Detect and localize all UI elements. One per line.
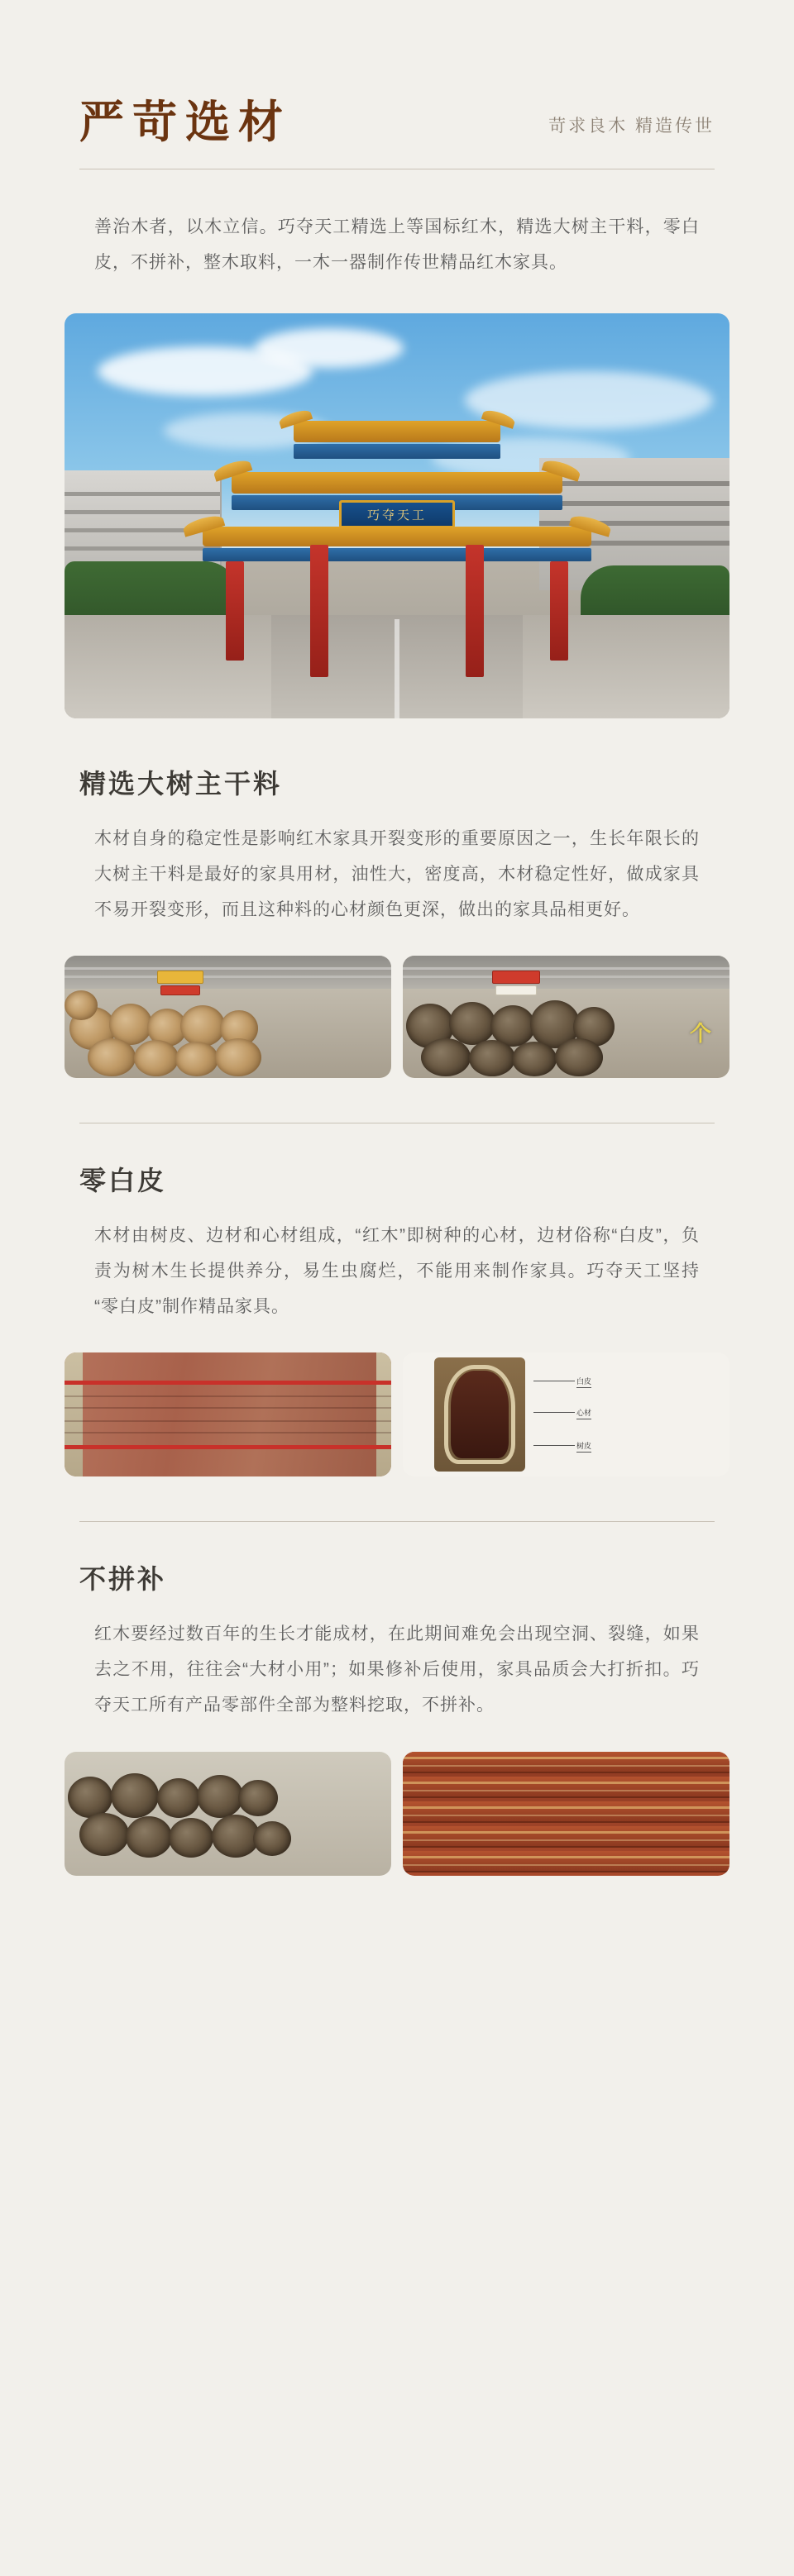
photo-board-with-sapwood (65, 1352, 391, 1476)
callout-leader-line (533, 1412, 575, 1413)
log (253, 1821, 291, 1856)
photo-light-logs (65, 956, 391, 1078)
board-sapwood-edge-left (65, 1352, 83, 1476)
image-row-sapwood (65, 1352, 729, 1476)
section-zero-sapwood (0, 1123, 794, 1476)
log (238, 1780, 278, 1816)
log (79, 1813, 129, 1856)
road-center-line (395, 619, 399, 718)
gate-roof-top (294, 421, 500, 442)
shed-roof (65, 956, 391, 989)
trunk-body (434, 1357, 525, 1472)
board-grain-line (65, 1432, 391, 1433)
callout-label: 白皮 (576, 1376, 591, 1388)
intro-paragraph: 善治木者，以木立信。巧夺天工精选上等国标红木，精选大树主干料，零白皮，不拼补，整木取料，一木一器制作传世精品红木家具。 (94, 217, 700, 273)
board-red-stripe (65, 1381, 391, 1385)
log (65, 990, 98, 1020)
log (126, 1816, 172, 1858)
gate-pillar (310, 545, 328, 677)
road (271, 615, 523, 718)
callout-heartwood (576, 1407, 591, 1419)
board-grain-line (65, 1395, 391, 1397)
log (215, 1038, 261, 1076)
section-title: 零白皮 (79, 1165, 167, 1197)
section-paragraph: 红木要经过数百年的生长才能成材，在此期间难免会出现空洞、裂缝，如果去之不用，往往会“大材小用”；如果修补后使用，家具品质会大打折扣。巧夺天工所有产品零部件全部为整料挖取，不拼补。 (94, 1624, 700, 1715)
ground-plane (65, 615, 729, 718)
gate-pillar (466, 545, 484, 677)
yard-sign (160, 985, 200, 995)
plank (403, 1777, 729, 1798)
yard-sign (157, 971, 203, 984)
gate-roof-middle (232, 472, 562, 494)
board-grain-line (65, 1420, 391, 1422)
section-title: 不拼补 (79, 1563, 167, 1596)
photo-hollow-logs (65, 1752, 391, 1876)
log (421, 1038, 471, 1076)
log (469, 1040, 515, 1076)
plank (403, 1851, 729, 1872)
hero-image-wrapper (65, 313, 729, 718)
log (555, 1038, 603, 1076)
board-grain-line (65, 1407, 391, 1409)
section-title: 精选大树主干料 (79, 768, 283, 800)
plank (403, 1801, 729, 1823)
page-header (0, 0, 794, 148)
gate-plaque: 巧夺天工 (339, 500, 455, 528)
callout-label: 树皮 (576, 1440, 591, 1453)
log (175, 1042, 218, 1076)
section-paragraph: 木材由树皮、边材和心材组成，“红木”即树种的心材，边材俗称“白皮”，负责为树木生长提供养分，易生虫腐烂，不能用来制作家具。巧夺天工坚持“零白皮”制作精品家具。 (94, 1226, 700, 1317)
image-row-no-patching (65, 1752, 729, 1876)
gate-pillar (226, 561, 244, 661)
log (449, 1002, 495, 1045)
gate-pillar (550, 561, 568, 661)
paint-mark: 个 (689, 1022, 711, 1047)
page-title: 严苛选材 (79, 95, 291, 148)
section-divider (79, 1521, 715, 1522)
cloud-shape (255, 328, 404, 368)
board-sapwood-edge-right (376, 1352, 391, 1476)
yard-sign (495, 985, 537, 995)
plank (403, 1752, 729, 1773)
gate-frieze-top (294, 444, 500, 459)
log (180, 1005, 225, 1047)
photo-trunk-cross-section (403, 1352, 729, 1476)
log (88, 1038, 136, 1076)
gate-roof-lower (203, 527, 591, 546)
log (512, 1042, 557, 1076)
callout-label: 心材 (576, 1407, 591, 1419)
log (68, 1777, 112, 1818)
log (169, 1818, 213, 1858)
section-paragraph: 木材自身的稳定性是影响红木家具开裂变形的重要原因之一，生长年限长的大树主干料是最好的家具用材，油性大，密度高，木材稳定性好，做成家具不易开裂变形，而且这种料的心材颜色更深，做出的家具品相更好。 (94, 829, 700, 920)
image-row-trunk (65, 956, 729, 1078)
log (197, 1775, 243, 1818)
paifang-gate (203, 421, 591, 627)
trunk-heartwood-core (451, 1371, 509, 1458)
callout-bark (576, 1440, 591, 1453)
callout-leader-line (533, 1445, 575, 1446)
shed-roof (403, 956, 729, 989)
callout-sapwood (576, 1376, 591, 1388)
section-trunk-material (0, 763, 794, 1078)
photo-solid-planks (403, 1752, 729, 1876)
gate-frieze-lower (203, 548, 591, 561)
page-footer-space (0, 1876, 794, 1925)
page-subtitle: 苛求良木 精造传世 (548, 117, 715, 136)
photo-dark-logs (403, 956, 729, 1078)
section-no-patching (0, 1521, 794, 1875)
log (134, 1040, 179, 1076)
yard-sign (492, 971, 540, 984)
log (111, 1773, 159, 1818)
board-red-stripe (65, 1445, 391, 1449)
hero-image-gate (65, 313, 729, 718)
log (157, 1778, 200, 1818)
plank (403, 1826, 729, 1848)
